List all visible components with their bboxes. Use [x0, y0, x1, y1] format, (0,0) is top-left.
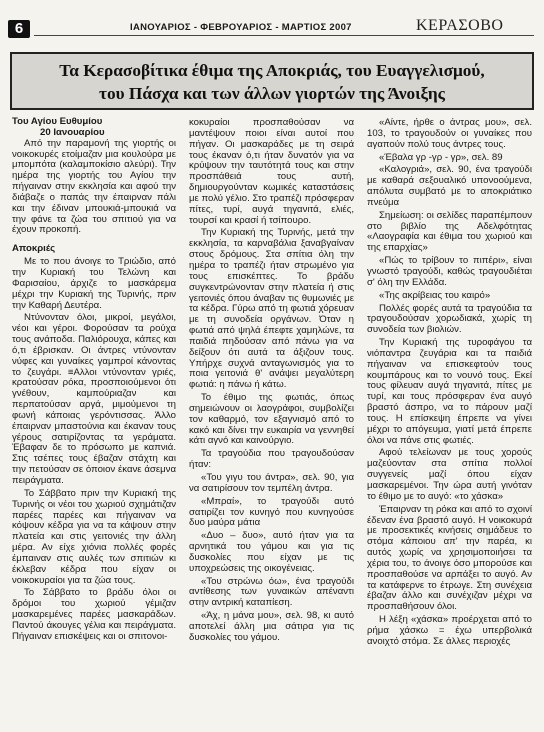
paragraph: κοκυραίοι προσπαθούσαν να μαντέψουν ποιοι είναι αυτοί που πήγαν. Οι μασκαράδες με τη σειρά τους έκαναν ό,τι ήταν δυνατόν για να κρύψουν την ταυτότητά τους και στην προσπάθειά τους αυτή, δημιουργούνταν κωμικές καταστάσεις με πολύ γέλιο. Στο τραπέζι πρόσφεραν πίτες, τυρί, αυγά τηγανιτά, ελιές, τουρσί και κρασί ή τσίπουρο.: [189, 117, 354, 226]
text-column-3: [367, 118, 532, 650]
paragraph: «Αίντε, ήρθε ο άντρας μου», σελ. 103, το τραγουδούν οι γυναίκες που αγαπούν πολύ τους άντρες τους.: [367, 117, 532, 150]
issue-dates: ΙΑΝΟΥΑΡΙΟΣ - ΦΕΒΡΟΥΑΡΙΟΣ - ΜΑΡΤΙΟΣ 2007: [130, 22, 352, 33]
section-subheading: 20 Ιανουαρίου: [40, 126, 105, 138]
page-header: [0, 0, 544, 40]
paragraph: Πολλές φορές αυτά τα τραγούδια τα τραγουδούσαν χορωδιακά, χωρίς τη συνοδεία των βιολιών.: [367, 302, 532, 336]
paragraph: «Πώς το τρίβουν το πιπέρι», είναι γνωστό τραγούδι, καθώς τραγουδιέται σ' όλη την Ελλάδα.: [367, 255, 532, 288]
paragraph: «Του στρώνω όω», ένα τραγούδι αντίθεσης των γυναικών απέναντι στην αντρική καταπίεση.: [189, 575, 354, 609]
paragraph: Την Κυριακή της τυροφάγου τα νιόπαντρα ζευγάρια και τα παιδιά πήγαιναν να επισκεφτούν τους κουμπάρους και το νουνό τους. Εκεί τους φίλευαν αυγά τηγανιτά, πίτες με τυρί, και τους πρόσφεραν ένα αυγό βραστό άσπρο, να το πάρουν μαζί τους. Η επίσκεψη έπρεπε να γίνει μέχρι το απόγευμα, γιατί μετά έπρεπε όλοι να πάνε στις φωτιές.: [367, 337, 532, 446]
paragraph: Τα τραγούδια που τραγουδούσαν ήταν:: [189, 448, 354, 471]
paragraph: «Άχ, η μάνα μου», σελ. 98, κι αυτό αποτελεί άλλη μια σάτιρα για τις δυσκολίες του γάμου.: [189, 610, 354, 643]
paragraph: Ντύνονταν όλοι, μικροί, μεγάλοι, νέοι και γέροι. Φορούσαν τα ρούχα τους ανάποδα. Παλιόρουχα, κάπες και ό,τι έβρισκαν. Οι άντρες ντύνονταν νύφες και γυναίκες γαμπροί κάνοντας το ζευγάρι. ≡Αλλοι ντύνονταν γριές, κρατούσαν ρόκα, προσποιούμενοι ότι γνέθουν, καμπούριαζαν και περπατούσαν αργά, μιμούμενοι τη φωνή κάποιας γερόντισσας. Άλλο έπαιρναν μπαστούνια και έκαναν τους γέρους σατιρίζοντας τα γεράματα. Έβαφαν δε το πρόσωπο με καπνιά. Στις τσέπες τους έβαζαν στάχτη και την πετούσαν σε όποιον έκανε άσεμνα πειράγματα.: [12, 312, 176, 486]
paragraph: «Έβαλα γρ -γρ - γρ», σελ. 89: [379, 151, 503, 163]
paragraph: Το Σάββατο πριν την Κυριακή της Τυρινής οι νέοι του χωριού σχημάτιζαν παρέες παρέες και πήγαιναν να κόψουν κέδρα για να τα κάψουν στην πλατεία και στις γειτονιές την άλλη μέρα. Αν είχε χιόνια πολλές φορές έμπαιναν στις αυλές των σπιτιών κι έκλεβαν κέδρα που είχαν οι νοικοκυραίοι για τα ζώα τους.: [12, 487, 176, 586]
publication-name: ΚΕΡΑΣΟΒΟ: [416, 17, 504, 34]
article-title-box: [10, 52, 534, 110]
header-rule: [34, 35, 534, 36]
article-title: [12, 54, 532, 105]
paragraph: Το έθιμο της φωτιάς, όπως σημειώνουν οι λαογράφοι, συμβολίζει τον καθαρμό, τον εξαγνισμό από το κακό και δίνει την ευκαιρία να γεννηθεί κάτι αγνό και καινούργιο.: [189, 392, 354, 447]
page-number: 6: [8, 20, 30, 38]
paragraph: Αφού τελείωναν με τους χορούς μαζεύονταν στα σπίτια πολλοί συγγενείς μαζί όπου είχαν μασκαρεμένοι. Την ώρα αυτή γινόταν το έθιμο με το αυγό: «το χάσκα»: [367, 447, 532, 502]
paragraph: «Του γιγυ του άντρα», σελ. 90, για να σατιρίσουν τον τεμπέλη άντρα.: [189, 472, 354, 494]
section-heading: Του Αγίου Ευθυμίου: [12, 116, 103, 127]
paragraph: «Της ακρίβειας του καιρό»: [379, 289, 491, 301]
paragraph: Την Κυριακή της Τυρινής, μετά την εκκλησία, τα καρναβάλια ξαναβγαίναν στους δρόμους. Στα σπίτια όλη την ημέρα το τραπέζι ήταν στρωμένο για τους επισκέπτες. Το βράδυ συγκεντρώνονταν στην πλατεία ή στις γειτονιές όπου άναβαν τις θυμωνιές με τα κέδρα. Γύρω από τη φωτιά χόρευαν με τη συνοδεία οργάνων. Όταν η φωτιά από ψηλά έπεφτε χαμηλώνε, τα παιδιά πηδούσαν από πάνω για να δείξουν ότι αυτά τα άξιζουν τους. Υπήρχε συχνά ανταγωνισμός για το ποια γειτονιά θ' ανάψει μεγαλύτερη φωτιά: η πάνω ή κάτω.: [189, 227, 354, 391]
article-title-line2: του Πάσχα και των άλλων γιορτών της Άνοιξης: [99, 84, 445, 103]
paragraph: «Καλογριά», σελ. 90, ένα τραγούδι με καθαρά σεξουαλικό υπονοούμενα, απόλυτα συμβατό με το αποκριάτικο πνεύμα: [367, 164, 532, 208]
text-column-1: [12, 117, 176, 645]
paragraph: Από την παραμονή της γιορτής οι νοικοκυρές ετοίμαζαν μια κουλούρα με μπομπότα (καλαμποκίσιο αλεύρι). Την ημέρα της γιορτής του Αγίου την πήγαιναν στην εκκλησία και αφού την διάβαζε ο παπάς την έπαιρναν πάλι και την έδιναν μπουκιά-μπουκιά να την φάνε τα ζώα του σπιτιού για να έχουν προκοπή.: [12, 137, 176, 236]
paragraph: «Δυο – δυο», αυτό ήταν για τα αρνητικά του γάμου και για τις δυσκολίες που είχαν με τις υποχρεώσεις της οικογένειας.: [189, 530, 354, 574]
paragraph: Το Σάββατο το βράδυ όλοι οι δρόμοι του χωριού γέμιζαν μασκαρεμένες παρέες μασκαράδων. Παντού άκουγες γέλια και πειράγματα. Πήγαιναν επισκέψεις και οι σπιτονοι-: [12, 587, 176, 642]
paragraph: Η λέξη «χάσκα» προέρχεται από το ρήμα χάσκω = έχω υπερβολικά ανοιχτό στόμα. Σε άλλες περιοχές: [367, 614, 532, 647]
text-column-2: [189, 118, 354, 646]
paragraph: Με το που άνοιγε το Τριώδιο, από την Κυριακή του Τελώνη και Φαρισαίου, άρχιζε το μασκάρεμα μέχρι την Κυριακή της Τυρινής, πριν την Καθαρή Δευτέρα.: [12, 256, 176, 311]
paragraph: Έπαιρναν τη ρόκα και από το σχοινί έδεναν ένα βραστό αυγό. Η νοικοκυρά με προσεκτικές κινήσεις σημάδευε το στόμα κάποιου απ' την παρέα, κι αυτός χωρίς να χρησιμοποιήσει τα χέρια του, το άνοιγε όσο μπορούσε και προσπαθούσε να αρπάξει το αυγό. Αν τα κατάφερνε το έτρωγε. Στη συνέχεια έβαζαν άλλο και συνέχιζαν μέχρι να προσπαθήσουν όλοι.: [367, 503, 532, 613]
paragraph: Σημείωση: οι σελίδες παραπέμπουν στο βιβλίο της Αδελφότητας «Λαογραφία και έθιμα του χωριού και της επαρχίας»: [367, 209, 532, 254]
article-title-line1: Τα Κερασοβίτικα έθιμα της Αποκριάς, του Ευαγγελισμού,: [59, 61, 485, 80]
section-heading: Αποκριές: [12, 243, 56, 255]
paragraph: «Μπραί», το τραγούδι αυτό σατιρίζει τον κυνηγό που κυνηγούσε δυο μαύρα μάτια: [189, 495, 354, 529]
